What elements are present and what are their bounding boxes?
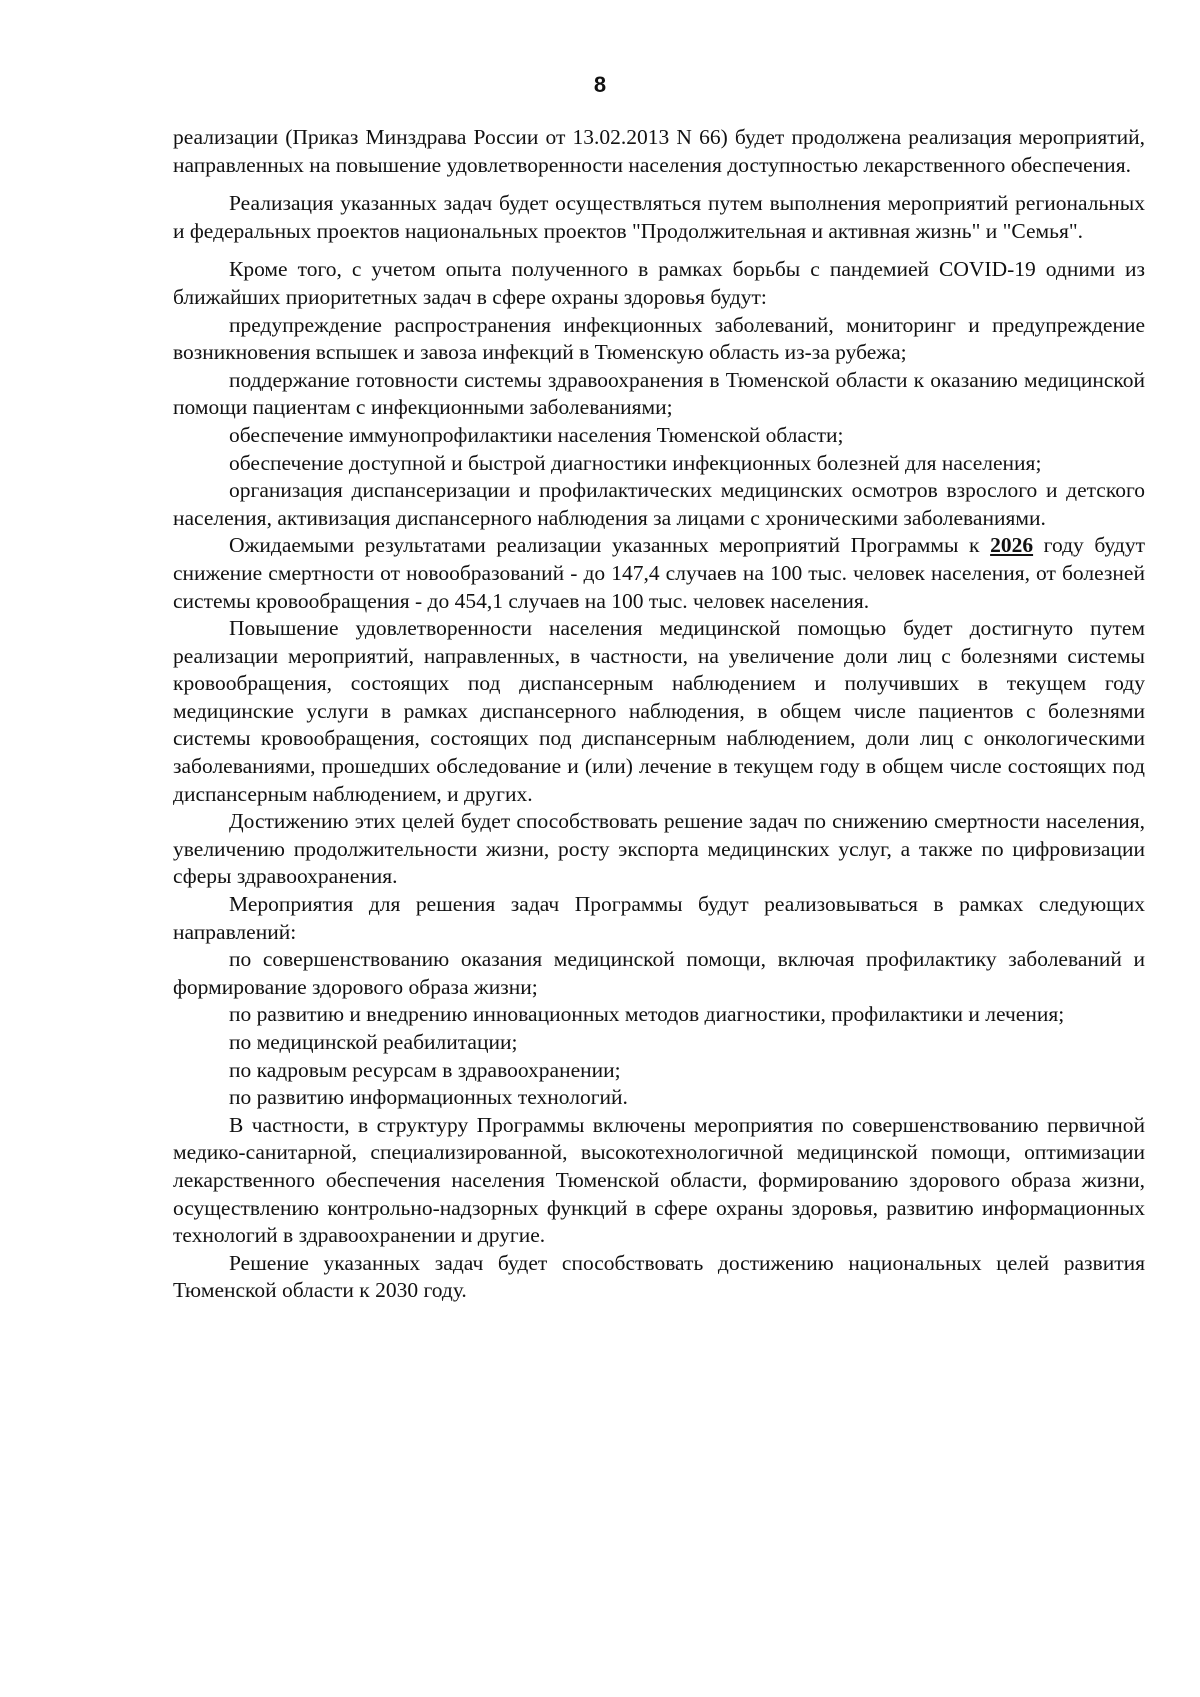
list-item-immunoprophylaxis: обеспечение иммунопрофилактики населения Тюменской области; bbox=[229, 422, 844, 447]
paragraph-satisfaction: Повышение удовлетворенности населения медицинской помощью будет достигнуто путем реализации мероприятий, направленных, в частности, на увеличение доли лиц с болезнями системы кровообращения, состоящих под диспансерным наблюдением и получивших в текущем году медицинские услуги в рамках диспансерного наблюдения, в общем числе пациентов с болезнями системы кровообращения, состоящих под диспансерным наблюдением, доли лиц с онкологическими заболеваниями, прошедших обследование и (или) лечение в текущем году в общем числе состоящих под диспансерным наблюдением, и других. bbox=[173, 616, 1145, 806]
paragraph-national-projects: Реализация указанных задач будет осуществляться путем выполнения мероприятий региональных и федеральных проектов национальных проектов "Продолжительная и активная жизнь" и "Семья". bbox=[173, 191, 1145, 243]
paragraph-goals: Достижению этих целей будет способствовать решение задач по снижению смертности населения, увеличению продолжительности жизни, росту экспорта медицинских услуг, а также по цифровизации сферы здравоохранения. bbox=[173, 809, 1145, 889]
target-year: 2026 bbox=[990, 533, 1034, 558]
document-body bbox=[173, 124, 1145, 1305]
paragraph-program-structure: В частности, в структуру Программы включены мероприятия по совершенствованию первичной медико-санитарной, специализированной, высокотехнологичной медицинской помощи, оптимизации лекарственного обеспечения населения Тюменской области, формированию здорового образа жизни, осуществлению контрольно-надзорных функций в сфере охраны здоровья, развитию информационных технологий в здравоохранении и другие. bbox=[173, 1112, 1145, 1248]
list-item-human-resources: по кадровым ресурсам в здравоохранении; bbox=[229, 1057, 621, 1082]
paragraph-expected-results bbox=[173, 532, 1145, 615]
list-item-system-readiness: поддержание готовности системы здравоохранения в Тюменской области к оказанию медицинской помощи пациентам с инфекционными заболеваниями; bbox=[173, 367, 1145, 420]
list-item-it: по развитию информационных технологий. bbox=[229, 1085, 628, 1110]
list-item-innovation: по развитию и внедрению инновационных методов диагностики, профилактики и лечения; bbox=[229, 1002, 1065, 1027]
list-item-medical-care: по совершенствованию оказания медицинской помощи, включая профилактику заболеваний и формирование здорового образа жизни; bbox=[173, 947, 1145, 999]
paragraph-directions-intro: Мероприятия для решения задач Программы будут реализовываться в рамках следующих направлений: bbox=[173, 892, 1145, 944]
list-item-rehabilitation: по медицинской реабилитации; bbox=[229, 1030, 518, 1054]
paragraph-drug-supply-continuation: реализации (Приказ Минздрава России от 13.02.2013 N 66) будет продолжена реализация мероприятий, направленных на повышение удовлетворенности населения доступностью лекарственного обеспечения. bbox=[173, 125, 1145, 177]
paragraph-covid-priorities: Кроме того, с учетом опыта полученного в рамках борьбы с пандемией COVID-19 одними из ближайших приоритетных задач в сфере охраны здоровья будут: bbox=[173, 257, 1145, 309]
list-item-diagnostics: обеспечение доступной и быстрой диагностики инфекционных болезней для населения; bbox=[229, 450, 1042, 475]
paragraph-national-goals: Решение указанных задач будет способствовать достижению национальных целей развития Тюменской области к 2030 году. bbox=[173, 1250, 1145, 1303]
list-item-dispensarization: организация диспансеризации и профилактических медицинских осмотров взрослого и детского населения, активизация диспансерного наблюдения за лицами с хроническими заболеваниями. bbox=[173, 478, 1145, 530]
list-item-infection-prevention: предупреждение распространения инфекционных заболеваний, мониторинг и предупреждение возникновения вспышек и завоза инфекций в Тюменскую область из-за рубежа; bbox=[173, 312, 1145, 365]
results-text-before: Ожидаемыми результатами реализации указанных мероприятий Программы к bbox=[229, 533, 991, 558]
results-text-after: году будут снижение смертности от новообразований - до 147,4 случаев на 100 тыс. человек населения, от болезней системы кровообращения - до 454,1 случаев на 100 тыс. человек населения. bbox=[173, 533, 1145, 613]
page-number: 8 bbox=[593, 72, 607, 97]
